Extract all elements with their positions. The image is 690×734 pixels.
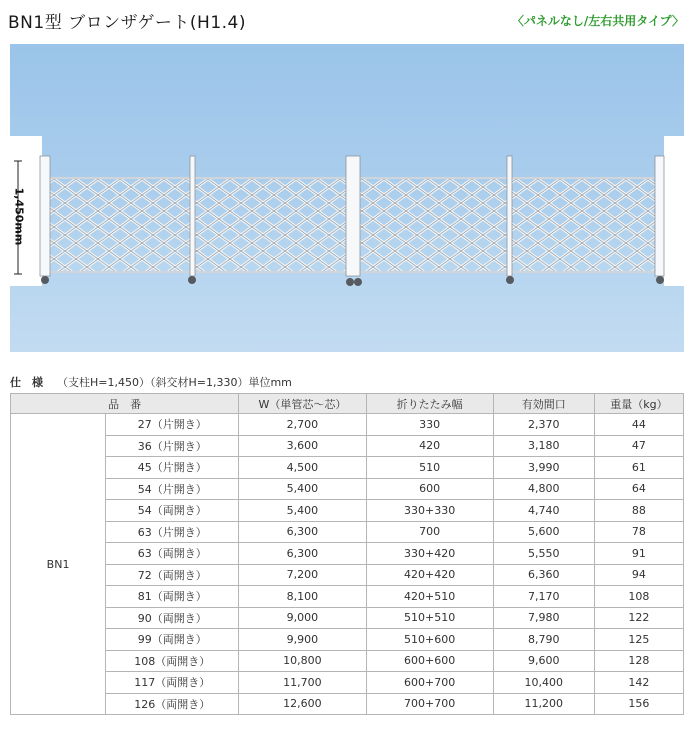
width-cell: 12,600 <box>239 693 366 715</box>
folded-width-cell: 600 <box>366 478 493 500</box>
table-row <box>11 564 684 586</box>
header-folded-width: 折りたたみ幅 <box>366 394 493 414</box>
width-cell: 9,000 <box>239 607 366 629</box>
table-row <box>11 693 684 715</box>
table-row <box>11 414 684 436</box>
effective-opening-cell: 6,360 <box>493 564 594 586</box>
right-wall <box>664 136 684 286</box>
width-cell: 4,500 <box>239 457 366 479</box>
weight-cell: 78 <box>594 521 683 543</box>
table-header-row <box>11 394 684 414</box>
model-cell: BN1 <box>11 414 106 715</box>
folded-width-cell: 510 <box>366 457 493 479</box>
weight-cell: 64 <box>594 478 683 500</box>
gate-illustration <box>10 44 684 352</box>
folded-width-cell: 420+420 <box>366 564 493 586</box>
effective-opening-cell: 7,980 <box>493 607 594 629</box>
effective-opening-cell: 5,600 <box>493 521 594 543</box>
table-row <box>11 457 684 479</box>
effective-opening-cell: 11,200 <box>493 693 594 715</box>
spec-heading <box>10 374 292 390</box>
weight-cell: 125 <box>594 629 683 651</box>
width-cell: 3,600 <box>239 435 366 457</box>
effective-opening-cell: 8,790 <box>493 629 594 651</box>
width-cell: 10,800 <box>239 650 366 672</box>
effective-opening-cell: 3,180 <box>493 435 594 457</box>
weight-cell: 88 <box>594 500 683 522</box>
weight-cell: 61 <box>594 457 683 479</box>
part-number-cell: 99（両開き） <box>106 629 239 651</box>
table-row <box>11 650 684 672</box>
table-row <box>11 607 684 629</box>
table-row <box>11 500 684 522</box>
folded-width-cell: 330+420 <box>366 543 493 565</box>
effective-opening-cell: 5,550 <box>493 543 594 565</box>
width-cell: 8,100 <box>239 586 366 608</box>
width-cell: 6,300 <box>239 543 366 565</box>
effective-opening-cell: 3,990 <box>493 457 594 479</box>
dimension-label: 1,450mm <box>12 187 26 246</box>
part-number-cell: 117（両開き） <box>106 672 239 694</box>
width-cell: 9,900 <box>239 629 366 651</box>
width-cell: 5,400 <box>239 500 366 522</box>
folded-width-cell: 600+600 <box>366 650 493 672</box>
folded-width-cell: 420 <box>366 435 493 457</box>
weight-cell: 94 <box>594 564 683 586</box>
table-row <box>11 543 684 565</box>
part-number-cell: 54（片開き） <box>106 478 239 500</box>
effective-opening-cell: 10,400 <box>493 672 594 694</box>
folded-width-cell: 700+700 <box>366 693 493 715</box>
weight-cell: 44 <box>594 414 683 436</box>
part-number-cell: 108（両開き） <box>106 650 239 672</box>
part-number-cell: 63（片開き） <box>106 521 239 543</box>
page-subtitle: 〈パネルなし/左右共用タイプ〉 <box>511 14 684 28</box>
header-width: W（単管芯〜芯） <box>239 394 366 414</box>
part-number-cell: 90（両開き） <box>106 607 239 629</box>
weight-cell: 156 <box>594 693 683 715</box>
table-row <box>11 478 684 500</box>
part-number-cell: 36（片開き） <box>106 435 239 457</box>
page-title: BN1型 ブロンザゲート(H1.4) <box>8 13 247 33</box>
folded-width-cell: 510+600 <box>366 629 493 651</box>
table-row <box>11 629 684 651</box>
spec-title: 仕 様 <box>10 376 43 389</box>
part-number-cell: 72（両開き） <box>106 564 239 586</box>
table-row <box>11 435 684 457</box>
part-number-cell: 27（片開き） <box>106 414 239 436</box>
product-photo <box>10 44 684 352</box>
width-cell: 11,700 <box>239 672 366 694</box>
width-cell: 7,200 <box>239 564 366 586</box>
width-cell: 5,400 <box>239 478 366 500</box>
folded-width-cell: 330 <box>366 414 493 436</box>
part-number-cell: 45（片開き） <box>106 457 239 479</box>
part-number-cell: 63（両開き） <box>106 543 239 565</box>
width-cell: 2,700 <box>239 414 366 436</box>
effective-opening-cell: 9,600 <box>493 650 594 672</box>
weight-cell: 108 <box>594 586 683 608</box>
part-number-cell: 54（両開き） <box>106 500 239 522</box>
weight-cell: 122 <box>594 607 683 629</box>
spec-table <box>10 393 684 715</box>
part-number-cell: 126（両開き） <box>106 693 239 715</box>
folded-width-cell: 600+700 <box>366 672 493 694</box>
folded-width-cell: 510+510 <box>366 607 493 629</box>
weight-cell: 91 <box>594 543 683 565</box>
folded-width-cell: 330+330 <box>366 500 493 522</box>
effective-opening-cell: 2,370 <box>493 414 594 436</box>
weight-cell: 47 <box>594 435 683 457</box>
spec-note: （支柱H=1,450）（斜交材H=1,330）単位mm <box>57 376 292 389</box>
width-cell: 6,300 <box>239 521 366 543</box>
effective-opening-cell: 4,740 <box>493 500 594 522</box>
effective-opening-cell: 4,800 <box>493 478 594 500</box>
table-row <box>11 521 684 543</box>
effective-opening-cell: 7,170 <box>493 586 594 608</box>
folded-width-cell: 420+510 <box>366 586 493 608</box>
table-row <box>11 586 684 608</box>
folded-width-cell: 700 <box>366 521 493 543</box>
weight-cell: 142 <box>594 672 683 694</box>
header-effective-opening: 有効間口 <box>493 394 594 414</box>
part-number-cell: 81（両開き） <box>106 586 239 608</box>
weight-cell: 128 <box>594 650 683 672</box>
header-weight: 重量（kg） <box>594 394 683 414</box>
header-model: 品 番 <box>11 394 239 414</box>
table-row <box>11 672 684 694</box>
